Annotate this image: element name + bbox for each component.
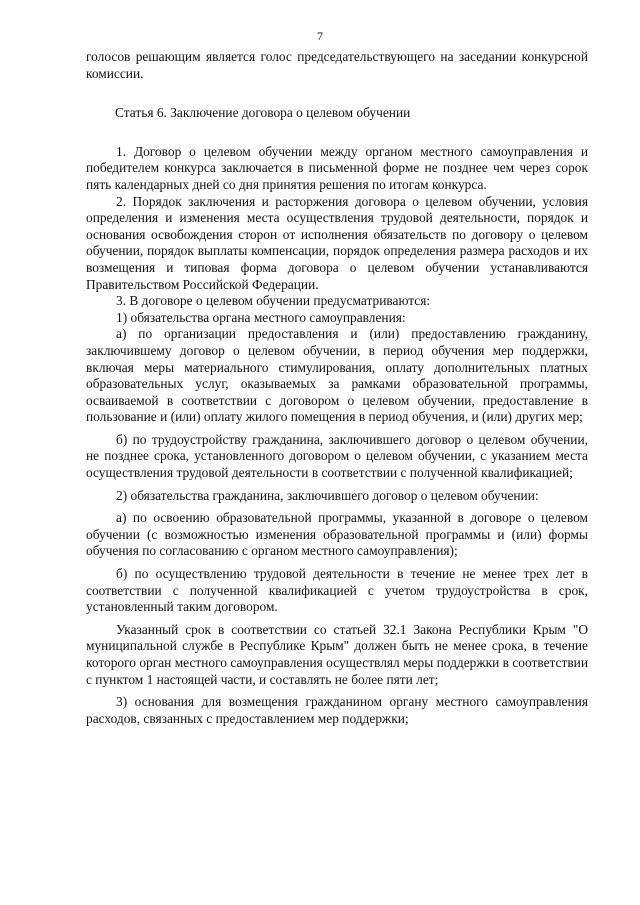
document-body — [86, 49, 588, 727]
subitem-1a: а) по организации предоставления и (или) предоставлению гражданину, заключившему договор о целевом обучении, в период обучения мер поддержки, включая меры материального стимулирования, оплату дополнительных платных образовательных услуг, оказываемых за рамками образовательной программы, осваиваемой в соответствии с договором о целевом обучении, предоставление в пользование и (или) оплату жилого помещения в период обучения, и (или) других мер; — [86, 326, 588, 425]
page-number: 7 — [317, 29, 323, 43]
paragraph-1: 1. Договор о целевом обучении между органом местного самоуправления и победителем конкурса заключается в письменной форме не позднее чем через сорок пять календарных дней со дня принятия решения по итогам конкурса. — [86, 143, 588, 192]
article-heading: Статья 6. Заключение договора о целевом обучении — [115, 105, 411, 121]
subitem-2: 2) обязательства гражданина, заключившего договор о целевом обучении: — [116, 487, 539, 503]
subitem-1: 1) обязательства органа местного самоуправления: — [116, 309, 406, 325]
term-paragraph: Указанный срок в соответствии со статьей 32.1 Закона Республики Крым "О муниципальной службе в Республике Крым" должен быть не менее срока, в течение которого орган местного самоуправления осуществлял меры поддержки в соответствии с пунктом 1 настоящей части, и составлять не более пяти лет; — [86, 621, 588, 687]
subitem-2a: а) по освоению образовательной программы, указанной в договоре о целевом обучении (с возможностью изменения образовательной программы и (или) формы обучения по согласованию с органом местного самоуправления); — [86, 510, 588, 559]
subitem-1b: б) по трудоустройству гражданина, заключившего договор о целевом обучении, не позднее срока, установленного договором о целевом обучении, с указанием места осуществления трудовой деятельности в соответствии с полученной квалификацией; — [86, 431, 588, 481]
subitem-3: 3) основания для возмещения гражданином органу местного самоуправления расходов, связанных с предоставлением мер поддержки; — [86, 694, 588, 726]
paragraph-3: 3. В договоре о целевом обучении предусматриваются: — [116, 293, 431, 309]
paragraph-2: 2. Порядок заключения и расторжения договора о целевом обучении, условия определения и изменения места осуществления трудовой деятельности, порядок и основания освобождения сторон от исполнения обязательств по договору о целевом обучении, порядок выплаты компенсации, порядок определения размера расходов и их возмещения и типовая форма договора о целевом обучении устанавливаются Правительством Российской Федерации. — [86, 193, 588, 292]
subitem-2b: б) по осуществлению трудовой деятельности в течение не менее трех лет в соответствии с полученной квалификацией с учетом трудоустройства в срок, установленный таким договором. — [86, 566, 588, 615]
intro-paragraph: голосов решающим является голос председательствующего на заседании конкурсной комиссии. — [86, 49, 588, 81]
